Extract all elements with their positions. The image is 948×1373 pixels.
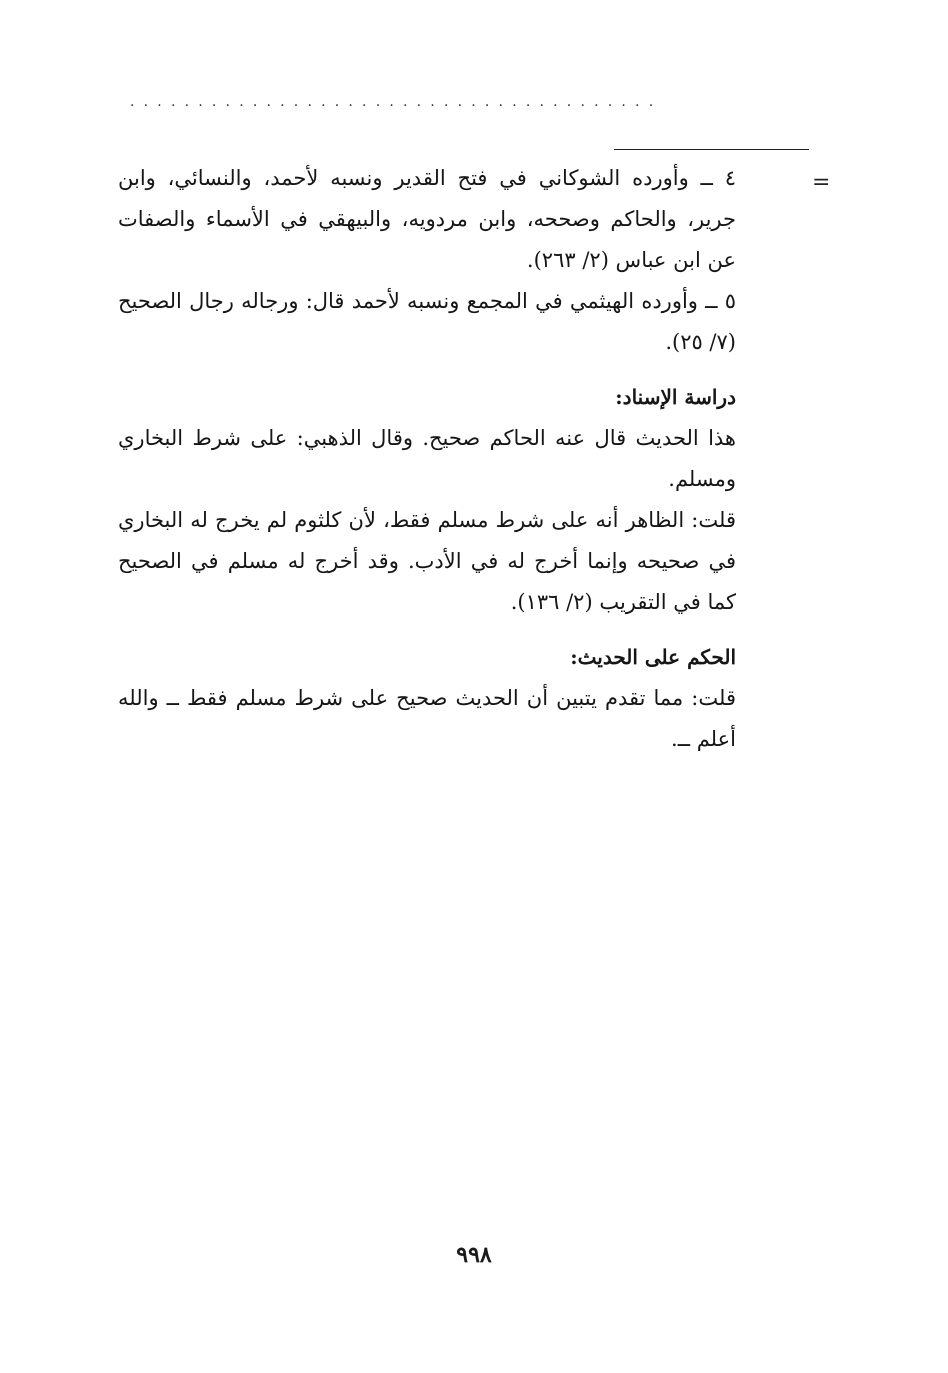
footnote-rule — [614, 149, 809, 150]
dotted-separator: ....................................... — [130, 96, 663, 108]
paragraph-ruling: قلت: مما تقدم يتبين أن الحديث صحيح على شرط مسلم فقط ــ والله أعلم ــ. — [118, 686, 736, 751]
continuation-mark: = — [812, 170, 831, 195]
footnote-4: ٤ ــ وأورده الشوكاني في فتح القدير ونسبه لأحمد، والنسائي، وابن جرير، والحاكم وصححه، وابن مردويه، والبيهقي في الأسماء والصفات عن ابن عباس (٢/ ٢٦٣). — [118, 166, 736, 272]
footnote-5: ٥ ــ وأورده الهيثمي في المجمع ونسبه لأحمد قال: ورجاله رجال الصحيح (٧/ ٢٥). — [118, 289, 736, 354]
paragraph-hakim-dhahabi: هذا الحديث قال عنه الحاكم صحيح. وقال الذهبي: على شرط البخاري ومسلم. — [118, 426, 736, 491]
page-number: ٩٩٨ — [456, 1242, 492, 1268]
heading-hadith-ruling: الحكم على الحديث: — [570, 645, 736, 669]
heading-isnad-study: دراسة الإسناد: — [615, 385, 736, 409]
paragraph-muslim-condition: قلت: الظاهر أنه على شرط مسلم فقط، لأن كلثوم لم يخرج له البخاري في صحيحه وإنما أخرج له في الأدب. وقد أخرج له مسلم في الصحيح كما في التقريب (٢/ ١٣٦). — [118, 508, 736, 614]
page-content — [118, 158, 736, 760]
